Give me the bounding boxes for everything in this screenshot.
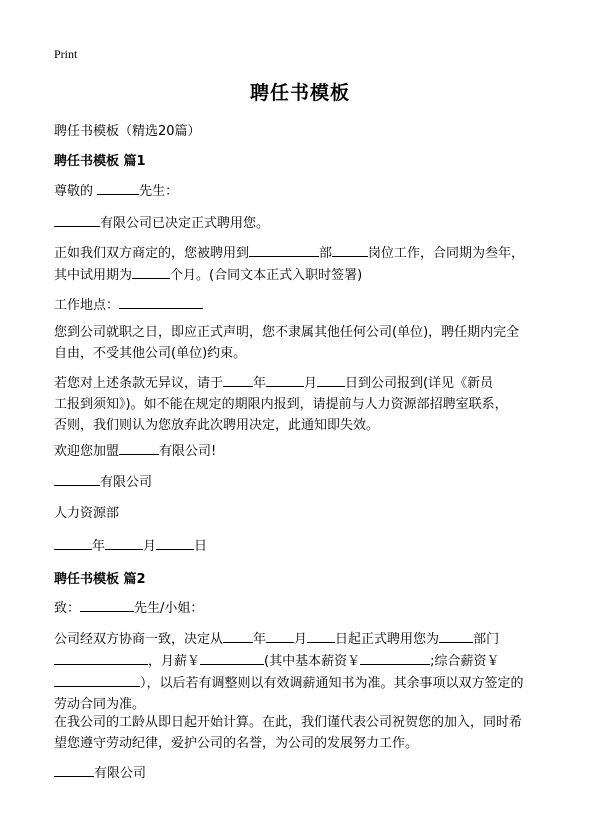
paragraph-text: 公司经双方协商一致，决定从: [54, 632, 224, 647]
paragraph-text: 日起正式聘用您为: [335, 632, 440, 647]
print-link[interactable]: Print: [54, 47, 78, 61]
document-subtitle: 聘任书模板（精选20篇）: [54, 124, 201, 139]
greeting-suffix: 先生：: [139, 184, 179, 199]
paragraph-text: 有限公司: [94, 766, 147, 781]
day-blank: [156, 535, 194, 550]
paragraph-text: 若您对上述条款无异议，请于: [54, 376, 224, 391]
paragraph: [54, 322, 550, 364]
paragraph-text: ;综合薪资￥: [430, 654, 500, 669]
paragraph-text: 工作地点：: [54, 298, 120, 313]
paragraph: [54, 242, 550, 286]
paragraph: [54, 294, 550, 316]
document-title: 聘任书模板: [249, 82, 350, 104]
month-blank: [105, 535, 143, 550]
salary-blank: [200, 650, 264, 665]
paragraph-text: 部: [319, 246, 333, 261]
greeting-prefix: 致：: [54, 601, 81, 616]
paragraph-text: 岗位工作，合同期为叁年，: [368, 246, 525, 261]
paragraph: [54, 372, 550, 436]
month-blank: [266, 628, 294, 643]
year-blank: [54, 535, 92, 550]
section-heading-1: 聘任书模板 篇1: [54, 154, 146, 169]
total-salary-blank: [54, 672, 140, 687]
greeting-prefix: 尊敬的: [54, 184, 98, 199]
paragraph-text: 月: [143, 539, 157, 554]
paragraph-text: 您到公司就职之日，即应正式声明，您不隶属其他任何公司(单位)，聘任期内完全: [54, 325, 520, 340]
base-salary-blank: [360, 650, 430, 665]
greeting-line: [54, 180, 550, 202]
year-blank: [223, 372, 253, 387]
paragraph-text: 望您遵守劳动纪律，爱护公司的名誉，为公司的发展努力工作。: [54, 736, 419, 751]
day-blank: [307, 628, 335, 643]
position-blank: [54, 650, 148, 665]
year-blank: [223, 628, 253, 643]
greeting-suffix: 先生/小姐：: [134, 601, 204, 616]
paragraph-text: 工报到须知》)。如不能在规定的期限内报到，请提前与人力资源部招聘室联系，: [54, 397, 508, 412]
paragraph-text: 欢迎您加盟: [54, 444, 120, 459]
paragraph-text: 年: [253, 376, 267, 391]
date-line: [54, 535, 550, 557]
company-blank: [54, 762, 94, 777]
paragraph: [54, 628, 550, 715]
paragraph: [54, 503, 550, 524]
greeting-line: [54, 597, 550, 619]
paragraph: [54, 762, 550, 784]
company-blank: [119, 440, 159, 455]
name-blank: [80, 597, 134, 612]
paragraph-text: 正如我们双方商定的，您被聘用到: [54, 246, 250, 261]
paragraph: [54, 440, 550, 462]
name-blank: [97, 180, 139, 195]
paragraph-text: 其中试用期为: [54, 268, 133, 283]
paragraph-text: 月: [294, 632, 308, 647]
paragraph-text: 有限公司: [100, 475, 153, 490]
paragraph-text: 日到公司报到(详见《新员: [345, 376, 494, 391]
paragraph-text: 在我公司的工龄从即日起开始计算。在此，我们谨代表公司祝贺您的加入，同时希: [54, 715, 523, 730]
company-blank: [54, 471, 100, 486]
paragraph-text: 自由，不受其他公司(单位)约束。: [54, 346, 247, 361]
department-blank: [249, 242, 319, 257]
paragraph: [54, 471, 550, 493]
paragraph-text: (其中基本薪资￥: [264, 654, 361, 669]
month-blank: [266, 372, 304, 387]
paragraph-text: 年: [253, 632, 267, 647]
paragraph-text: 人力资源部: [54, 506, 120, 521]
paragraph-text: 日: [194, 539, 208, 554]
company-blank: [54, 212, 100, 227]
position-blank: [332, 242, 368, 257]
paragraph-text: ，月薪￥: [148, 654, 201, 669]
paragraph-text: ），以后若有调整则以有效调薪通知书为准。其余事项以双方签定的: [140, 676, 524, 691]
paragraph: [54, 712, 550, 754]
paragraph-text: 年: [92, 539, 106, 554]
paragraph-text: 部门: [473, 632, 500, 647]
paragraph-text: 有限公司!: [159, 444, 217, 459]
day-blank: [317, 372, 345, 387]
paragraph-text: 有限公司已决定正式聘用您。: [100, 216, 270, 231]
paragraph-text: 月: [304, 376, 318, 391]
paragraph-text: 劳动合同为准。: [54, 697, 146, 712]
section-heading-2: 聘任书模板 篇2: [54, 572, 146, 587]
probation-blank: [132, 264, 170, 279]
department-blank: [439, 628, 473, 643]
paragraph: [54, 212, 550, 234]
paragraph-text: 否则，我们则认为您放弃此次聘用决定，此通知即失效。: [54, 418, 380, 433]
location-blank: [119, 294, 203, 309]
paragraph-text: 个月。(合同文本正式入职时签署): [170, 268, 363, 283]
